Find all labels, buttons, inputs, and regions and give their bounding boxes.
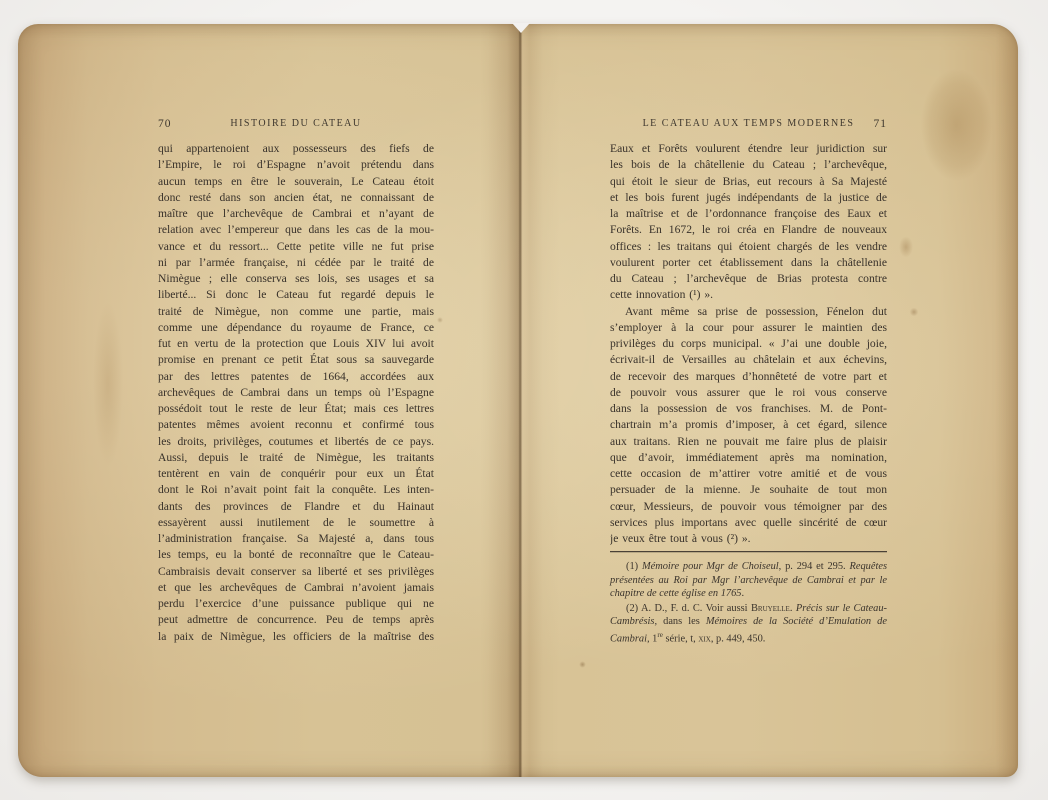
text-line: que d’avoir, immédiatement après ma nomination, [610,450,887,464]
page-number-right: 71 [873,118,887,130]
running-head-left [158,118,434,134]
text-line: Eaux et Forêts voulurent étendre leur juridiction sur [610,142,887,155]
text-line: l’Empire, le roi d’Espagne n’avoit prétendu dans [158,158,434,172]
text-line: Nimègue ; elle conserva ses lois, ses usages et sa [158,272,434,285]
text-line: dants des provinces de Flandre et du Hainaut [158,499,434,513]
text-line: aucun temps en être le souverain, Le Cateau étoit [158,174,434,188]
footnote-text-segment: 1 [649,633,658,645]
body-text-left [158,141,434,645]
footnote-text-segment: Précis sur le Cateau-Cambrésis, [610,602,887,628]
text-line: la paix de Nimègue, les officiers de la maîtrise des [158,629,434,643]
footnote [610,560,887,601]
text-line: vance et du ressort... Cette petite ville ne fut prise [158,239,434,253]
text-line: aux traitans. Rien ne pouvait me faire plus de plaisir [610,434,887,448]
text-line: archevêques de Cambrai dans un temps où l’Espagne [158,385,434,399]
text-line: donc resté dans son ancien état, ne connaissant de [158,190,434,204]
footnote-text-segment: Mémoires de la Société d’Emulation de Cambrai, [610,616,887,645]
text-line: chartrain m’a promis d’imposer, à cet égard, silence [610,418,887,432]
footnote-text-segment: série, t, [662,633,699,645]
text-line: je veux être tout à vous (²) ». [610,532,751,545]
text-line: persuader de la mienne. Je souhaite de tout mon [610,483,887,497]
text-line: les temps, eu la bonté de reconnaître que le Cateau- [158,548,434,562]
gutter-top-notch [512,23,530,33]
text-line: les bois de la châtellenie du Cateau ; l’archevêque, [610,158,887,172]
text-line: cette innovation (¹) ». [610,288,714,302]
text-line: cœur, Messieurs, de pouvoir vous témoigner par des [610,499,887,513]
text-line: perdu l’exercice d’une puissance publique qui ne [158,597,434,610]
text-line: possédoit tout le reste de leur État; mais ces lettres [158,402,434,415]
running-title-left: HISTOIRE DU CATEAU [230,118,362,129]
text-line: dans la possession de vos franchises. M. de Pont- [610,402,887,415]
text-line: et que les archevêques de Cambrai n’avoient jamais [158,580,434,594]
text-line: promise en prenant ce petit État sous sa sauvegarde [158,353,434,367]
text-line: Avant même sa prise de possession, Fénelon dut [625,304,887,318]
text-line: ni par l’armée française, ni cédée par le traité de [158,255,434,269]
right-page [520,24,1018,777]
footnote-text-segment: . [741,588,745,600]
text-line: offices : les traitans qui étoient chargés de les vendre [610,239,887,253]
text-line: et les bois furent jugés indépendants de la justice de [610,190,887,204]
text-line: s’employer à la cour pour assurer le maintien des [610,320,887,334]
text-line: par des lettres patentes de 1664, accordées aux [158,369,434,383]
text-line: Cambraisis devait conserver sa liberté et ses privilèges [158,564,434,578]
text-line: patentes mêmes avoient reconnu et confirmé tous [158,418,434,432]
text-line: relation avec l’empereur que dans les cas de la mou- [158,223,434,237]
book-spread [18,24,1018,777]
text-line: dont le Roi n’avait point fait la conquête. Les inten- [158,483,434,497]
text-line: l’administration française. Sa Majesté a, dans tous [158,532,434,545]
text-line: de recevoir des marques d’honnêteté de votre part et [610,369,887,383]
footnote-text-segment: xix [698,633,711,645]
footnote-text-segment: dans les [657,616,706,628]
footnote-text-segment: , p. 294 et 295. [778,561,850,572]
text-line: comme une dépendance du royaume de France, ce [158,320,434,334]
page-number-left: 70 [158,118,172,130]
footnote-text-segment: (2) A. D., F. d. C. Voir aussi [626,602,751,614]
footnote-text-segment: Bruyelle [751,602,790,614]
footnote-separator [610,551,887,552]
footnote-text-segment: Requêtes présentées au Roi par Mgr l’archevêque de Cambrai et par le chapitre de cette église en 1765 [610,561,887,600]
text-line: privilèges du corps municipal. « J’ai une double joie, [610,337,887,350]
text-line: liberté... Si donc le Cateau fut regardé depuis le [158,288,434,302]
text-line: cette occasion de m’attirer votre amitié et de vous [610,467,887,480]
text-line: traité de Nimègue, non comme une partie, mais [158,304,434,318]
text-line: tentèrent en vain de conquérir pour eux un État [158,467,434,480]
footnote-text-segment: , p. 449, 450. [710,633,766,645]
text-line: qui étoit le sieur de Brias, eut recours à Sa Majesté [610,174,887,188]
text-line: peut admettre de concurrence. Peu de temps après [158,613,434,627]
body-text-right [610,141,887,547]
left-page [18,24,520,777]
text-line: Forêts. En 1672, le roi créa en Flandre de nouveaux [610,223,887,237]
text-line: services plus importans avec quelle sincérité de cœur [610,515,887,529]
running-title-right: LE CATEAU AUX TEMPS MODERNES [642,118,855,129]
footnote-text-segment: Mémoire pour Mgr de Choiseul [641,561,779,572]
text-line: qui appartenoient aux possesseurs des fiefs de [158,142,434,155]
text-line: voulurent porter cet établissement dans la châtellenie [610,255,887,269]
footnote [610,602,887,646]
text-line: maître que l’archevêque de Cambrai et n’ayant de [158,207,434,220]
footnote-text-segment: re [657,630,663,639]
footnote-text-segment: . [789,602,796,614]
text-line: la maîtrise et de l’ordonnance françoise des Eaux et [610,207,887,220]
text-line: écrivait-il de Versailles au châtelain et aux échevins, [610,353,887,367]
footnotes-block [610,560,887,647]
running-head-right [610,118,887,134]
text-line: les droits, privilèges, coutumes et libertés de ce pays. [158,434,434,448]
text-line: Aussi, depuis le traité de Nimègue, les traitants [158,450,434,464]
text-line: fut en vertu de la protection que Louis XIV lui avoit [158,337,434,350]
text-line: essayèrent aussi inutilement de le soumettre à [158,515,434,529]
text-line: du Cateau ; l’archevêque de Brias protesta contre [610,272,887,285]
footnote-text-segment: (1) [626,561,642,572]
text-line: de pouvoir vous assurer que le roi vous conserve [610,385,887,399]
